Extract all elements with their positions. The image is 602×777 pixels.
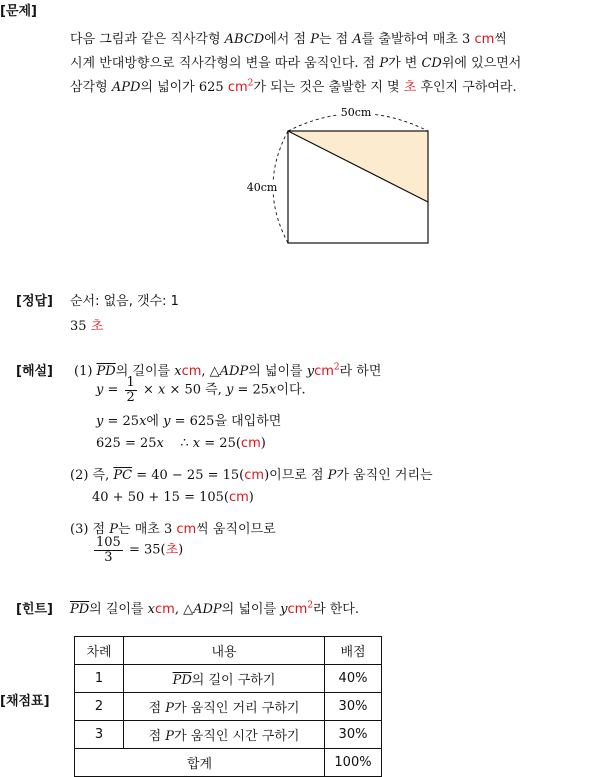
solution-step-4: 625 = 25x ∴ x = 25(cm)	[96, 436, 266, 451]
table-total-row	[75, 749, 382, 777]
problem-line-3: 삼각형 APD의 넓이가 625 $cm^2$가 되는 것은 출발한 지 몇 초 후인지 구하여라.	[70, 78, 517, 95]
row-number: 3	[75, 721, 124, 749]
solution-step-7: (3) 점 P는 매초 3 cm씩 움직이므로	[70, 522, 276, 537]
solution-label: [해설]	[16, 364, 53, 379]
solution-step-5: (2) 즉, $\overline{PC} = 40 - 25 = 15(cm)$이므로 점 P가 움직인 거리는	[70, 468, 433, 483]
row-score: 30%	[325, 721, 382, 749]
width-label: 50cm	[340, 106, 372, 119]
fraction-105-over-3: $\frac{105}{3}$	[96, 535, 121, 565]
scoring-table	[74, 636, 382, 777]
total-label: 합계	[75, 749, 325, 777]
row-content: 점 P가 움직인 거리 구하기	[124, 693, 325, 721]
height-label: 40cm	[246, 181, 278, 194]
row-content: $\overline{PD}$의 길이 구하기	[124, 665, 325, 693]
solution-step-1: (1) $\overline{PD}$의 길이를 xcm, △ADP의 넓이를 ycm$^2$라 하면	[74, 362, 382, 379]
solution-step-2: y = $\frac{1}{2}$ × x × 50 즉, y = 25x이다.	[96, 375, 306, 405]
problem-label: [문제]	[0, 4, 37, 19]
answer-label: [정답]	[16, 294, 53, 309]
answer-line-2: 35 초	[70, 319, 104, 334]
hint-label: [힌트]	[16, 602, 53, 617]
table-header-row	[75, 637, 382, 665]
scoring-label: [채점표]	[0, 694, 50, 709]
header-content: 내용	[124, 637, 325, 665]
table-row	[75, 721, 382, 749]
solution-step-8: $\frac{105}{3}$ = 35(초)	[96, 535, 184, 565]
row-score: 40%	[325, 665, 382, 693]
header-order: 차례	[75, 637, 124, 665]
solution-step-3: y = 25x에 y = 625을 대입하면	[96, 414, 282, 429]
problem-line-2: 시계 반대방향으로 직사각형의 변을 따라 움직인다. 점 P가 변 CD위에 있으면서	[70, 56, 522, 71]
total-score: 100%	[325, 749, 382, 777]
table-row	[75, 665, 382, 693]
row-number: 1	[75, 665, 124, 693]
solution-step-6: 40 + 50 + 15 = 105(cm)	[92, 490, 254, 505]
row-number: 2	[75, 693, 124, 721]
problem-line-1: 다음 그림과 같은 직사각형 ABCD에서 점 P는 점 A를 출발하여 매초 3 cm씩	[70, 32, 507, 47]
row-content: 점 P가 움직인 시간 구하기	[124, 721, 325, 749]
header-score: 배점	[325, 637, 382, 665]
answer-line-1: 순서: 없음, 갯수: 1	[70, 294, 179, 309]
table-row	[75, 693, 382, 721]
row-score: 30%	[325, 693, 382, 721]
rectangle-figure	[240, 102, 440, 252]
hint-text: $\overline{PD}$의 길이를 xcm, △ADP의 넓이를 ycm$^2$라 한다.	[70, 600, 360, 617]
fraction-half: $\frac{1}{2}$	[126, 375, 135, 405]
